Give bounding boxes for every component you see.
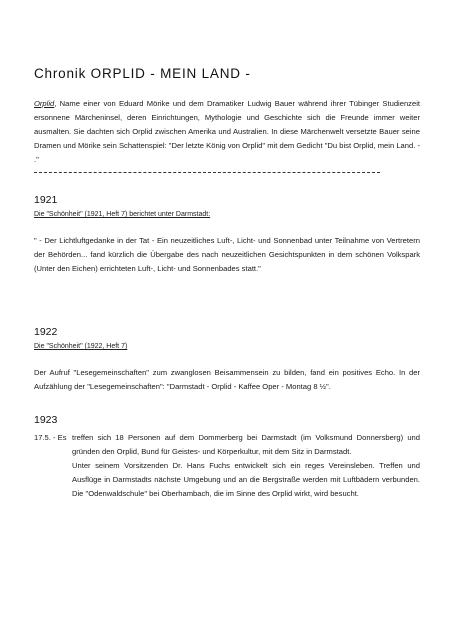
section-text-1922: Der Aufruf "Lesegemeinschaften" zum zwanglosen Beisammensein zu bilden, fand ein positives Echo. In der Aufzählung der "Lesegemeinschaften": "Darmstadt - Orplid - Kaffee Oper - Montag 8 ½". xyxy=(34,368,420,391)
entry-date: 17.5. - Es xyxy=(34,433,67,442)
entry-body xyxy=(72,431,420,501)
year-heading-1923: 1923 xyxy=(34,414,58,426)
section-text-1921: " - Der Lichtluftgedanke in der Tat - Ein neuzeitliches Luft-, Licht- und Sonnenbad unter Teilnahme von Vertretern der Behörden... fand kürzlich die Übergabe des nach neuzeitlichen Gesichtspunkten in dem schönen Volkspark (Unter den Eichen) errichteten Luft-, Licht- und Sonnenbades statt." xyxy=(34,236,420,273)
section-divider xyxy=(34,172,380,173)
year-heading-1922: 1922 xyxy=(34,326,58,338)
document-title: Chronik ORPLID - MEIN LAND - xyxy=(34,66,251,81)
entry-text-2: Unter seinem Vorsitzenden Dr. Hans Fuchs entwickelt sich ein reges Vereinsleben. Treffen und Ausflüge in Darmstadts nächste Umgebung und an die Bergstraße werden mit Luftbädern verbunden. Die "Odenwaldschule" bei Oberhambach, die im Sinne des Orplid wirkt, wird besucht. xyxy=(72,461,420,498)
intro-paragraph xyxy=(34,97,420,167)
source-link-1922[interactable]: Die "Schönheit" (1922, Heft 7) xyxy=(34,343,128,350)
year-heading-1921: 1921 xyxy=(34,194,58,206)
intro-term: Orplid xyxy=(34,99,55,108)
intro-text: , Name einer von Eduard Mörike und dem Dramatiker Ludwig Bauer während ihrer Tübinger Studienzeit ersonnene Märcheninsel, deren Einrichtungen, Mythologie und Geschichte sich die Freunde immer weiter ausmalten. Sie dachten sich Orplid zwischen Amerika und Australien. In diese Märchenwelt versetzte Bauer seine Dramen und Mörike sein Schattenspiel: "Der letzte König von Orplid" mit dem Gedicht "Du bist Orplid, mein Land. - ." xyxy=(34,99,420,164)
entry-text: treffen sich 18 Personen auf dem Dommerberg bei Darmstadt (im Volksmund Donnersberg) und gründen den Orplid, Bund für Geistes- und Körperkultur, mit dem Sitz in Darmstadt. xyxy=(72,433,420,456)
source-link-1921[interactable]: Die "Schönheit" (1921, Heft 7) berichtet unter Darmstadt: xyxy=(34,211,211,218)
